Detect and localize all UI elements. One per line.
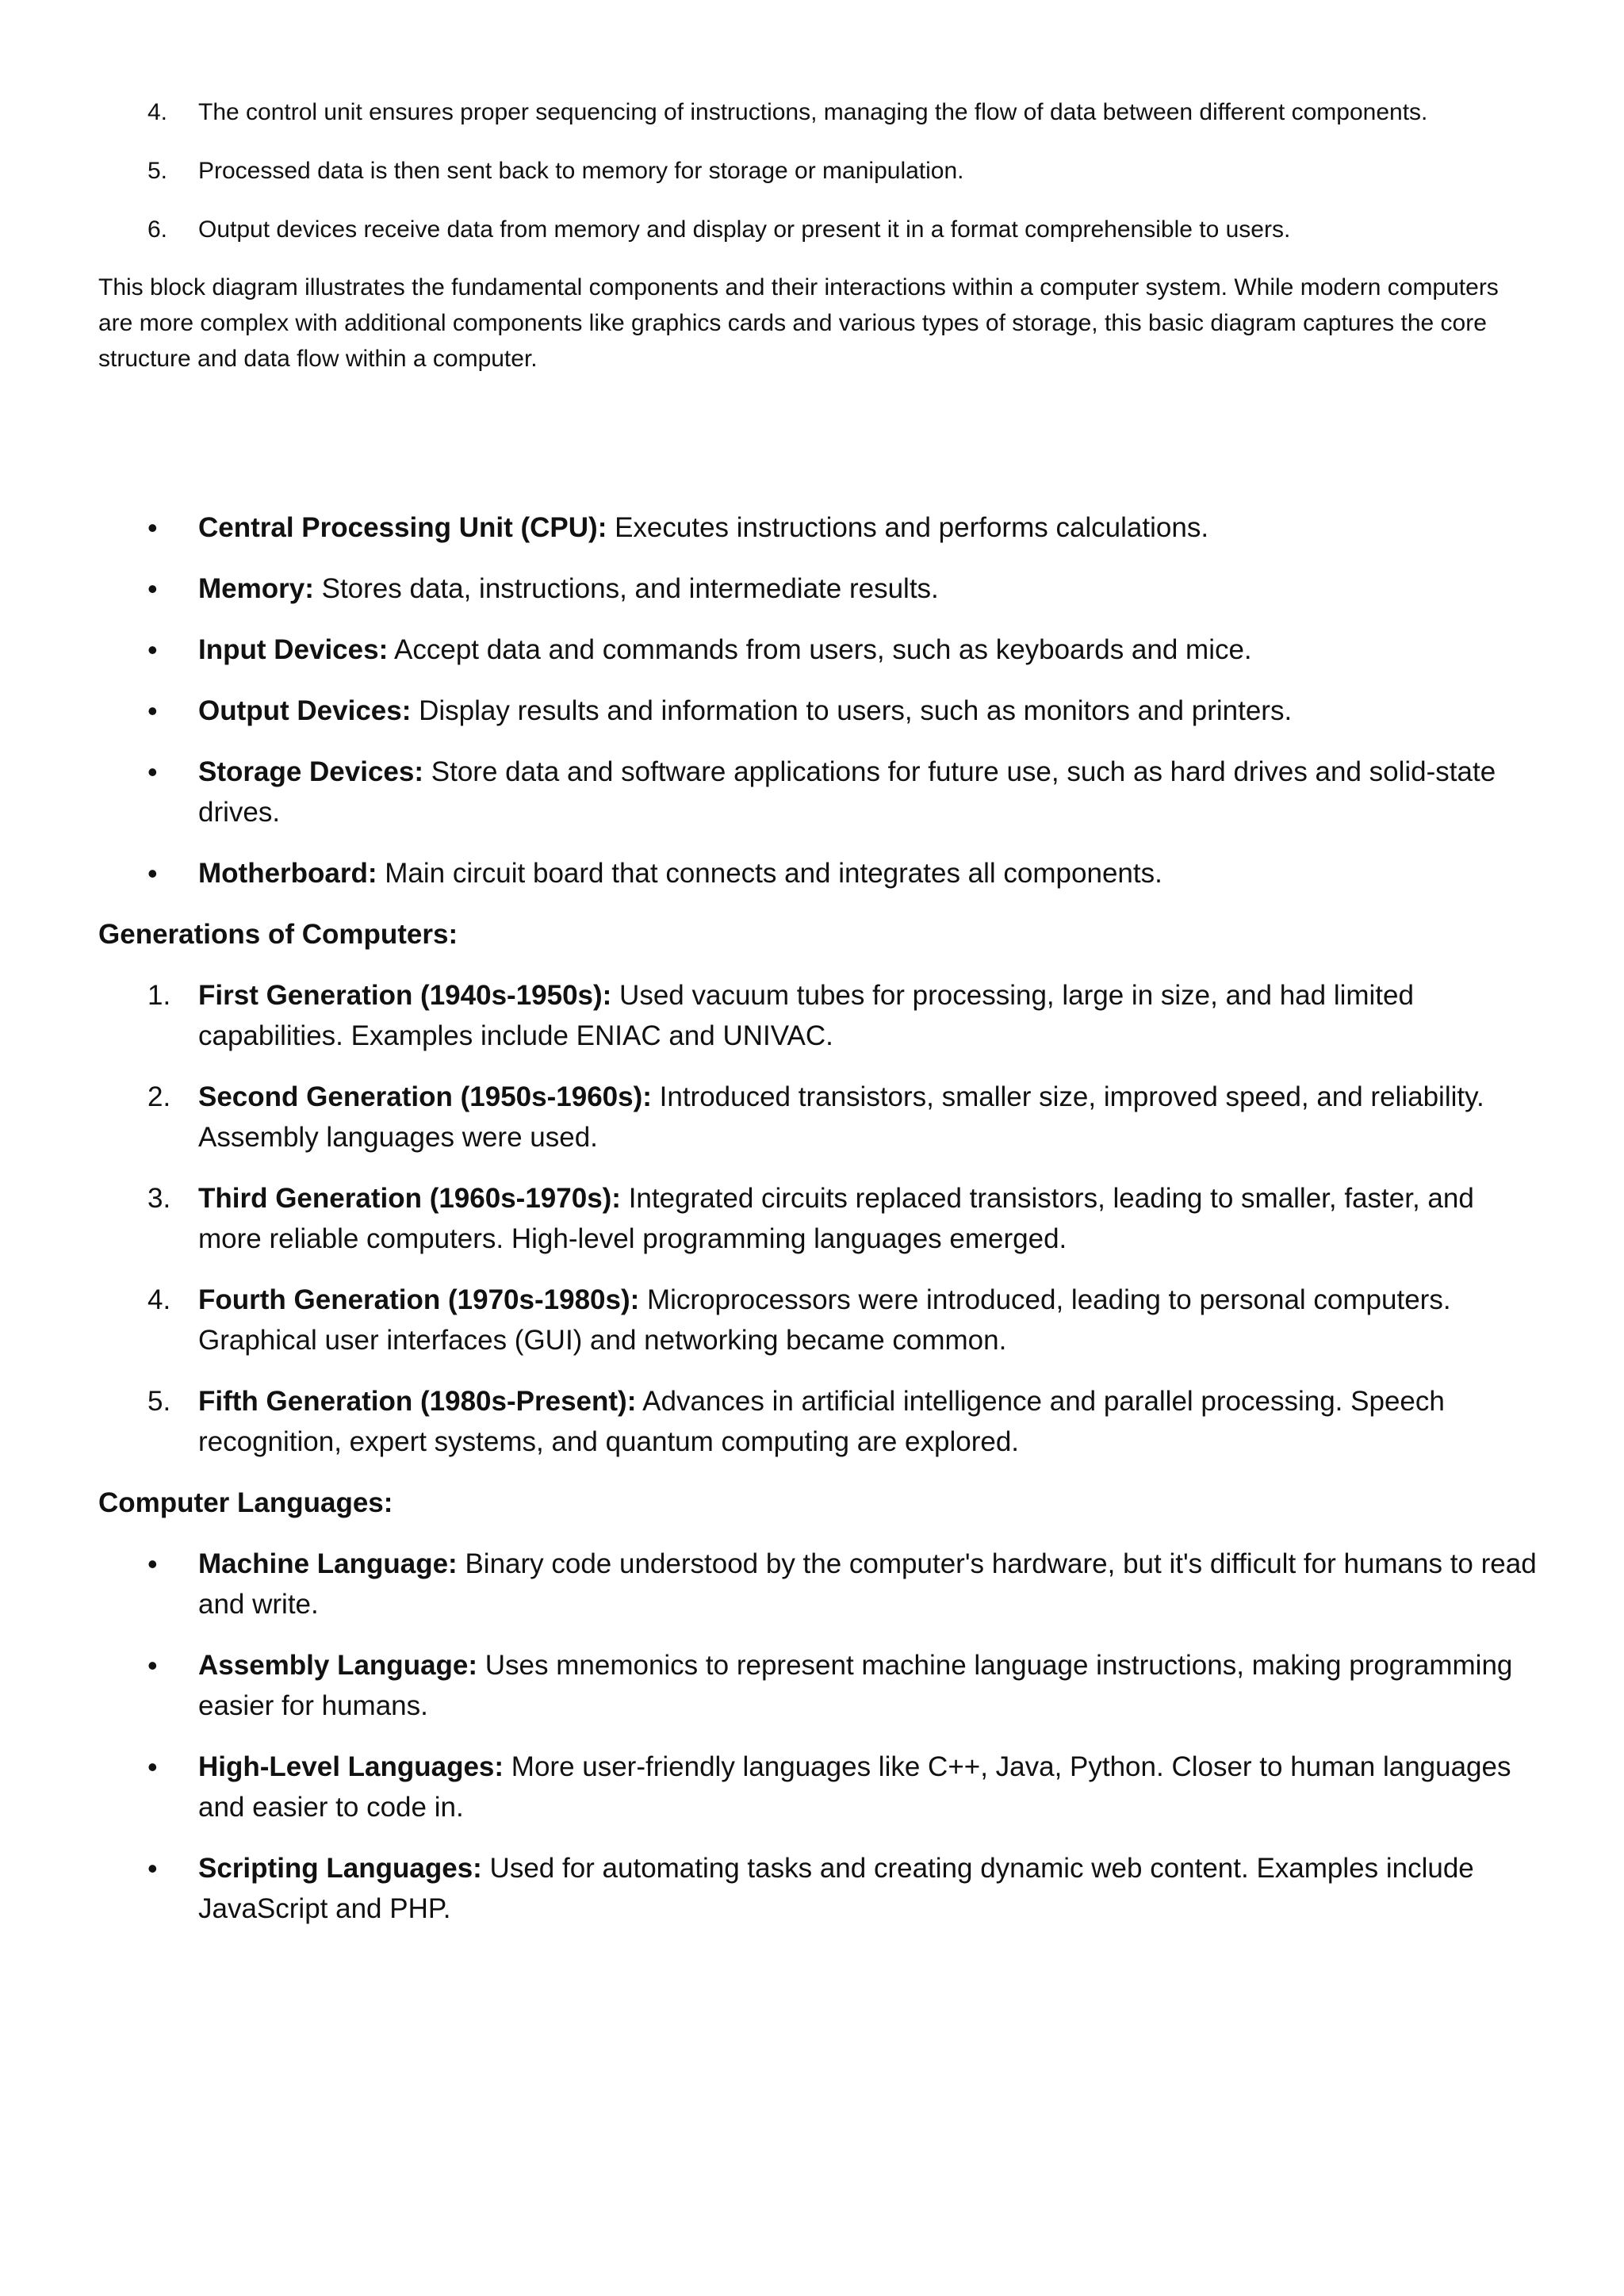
components-list [0, 507, 1624, 894]
list-item-term: Input Devices: [198, 634, 389, 665]
list-item-term: Machine Language: [198, 1548, 458, 1579]
list-item-term: Scripting Languages: [198, 1853, 482, 1884]
list-item-term: Fifth Generation (1980s-Present): [198, 1386, 637, 1417]
section-heading-generations: Generations of Computers: [98, 919, 458, 950]
list-item [0, 629, 1624, 670]
list-item-text: Main circuit board that connects and integrates all components. [377, 858, 1162, 889]
bullet-icon: • [147, 857, 158, 890]
list-number: 4. [147, 99, 168, 125]
list-item-text: Display results and information to users, such as monitors and printers. [411, 695, 1293, 726]
bullet-icon: • [147, 572, 158, 605]
list-number: 6. [147, 216, 168, 243]
list-item [0, 853, 1624, 894]
list-item [0, 154, 1624, 189]
list-item [0, 1280, 1624, 1360]
bullet-icon: • [147, 1548, 158, 1580]
list-item-text: Store data and software applications for future use, such as hard drives and solid-state drives. [198, 756, 1496, 828]
languages-list [0, 1544, 1624, 1929]
list-number: 2. [147, 1081, 171, 1112]
bullet-icon: • [147, 1649, 158, 1682]
list-item [0, 975, 1624, 1056]
list-item [0, 95, 1624, 130]
list-number: 3. [147, 1183, 171, 1214]
bullet-icon: • [147, 695, 158, 727]
list-item-text: Uses mnemonics to represent machine language instructions, making programming easier for humans. [198, 1650, 1513, 1721]
list-item-term: Motherboard: [198, 858, 377, 889]
list-number: 5. [147, 158, 168, 184]
list-item-text: The control unit ensures proper sequencing of instructions, managing the flow of data between different components. [198, 99, 1428, 125]
list-item-text: More user-friendly languages like C++, Java, Python. Closer to human languages and easier to code in. [198, 1751, 1511, 1823]
bullet-icon: • [147, 633, 158, 666]
list-number: 1. [147, 980, 171, 1011]
list-item-term: Fourth Generation (1970s-1980s): [198, 1284, 640, 1315]
list-item-text: Executes instructions and performs calculations. [607, 512, 1209, 543]
list-number: 4. [147, 1284, 171, 1315]
list-item-term: Memory: [198, 573, 314, 604]
list-item [0, 1178, 1624, 1259]
list-item-text: Stores data, instructions, and intermediate results. [313, 573, 939, 604]
bullet-icon: • [147, 1751, 158, 1783]
list-item-term: High-Level Languages: [198, 1751, 504, 1782]
list-item [0, 1645, 1624, 1726]
list-item [0, 1848, 1624, 1929]
list-item [0, 1544, 1624, 1624]
list-number: 5. [147, 1386, 171, 1417]
list-item-text: Binary code understood by the computer's hardware, but it's difficult for humans to read and write. [198, 1548, 1537, 1620]
bullet-icon: • [147, 1852, 158, 1885]
list-item-term: First Generation (1940s-1950s): [198, 980, 612, 1011]
list-item-text: Introduced transistors, smaller size, improved speed, and reliability. Assembly languages were used. [198, 1081, 1484, 1153]
main-content [0, 507, 1624, 1950]
list-item-text: Integrated circuits replaced transistors, leading to smaller, faster, and more reliable computers. High-level programming languages emerged. [198, 1183, 1474, 1254]
list-item [0, 212, 1624, 247]
list-item [0, 691, 1624, 731]
list-item [0, 1077, 1624, 1158]
list-item-text: Accept data and commands from users, such as keyboards and mice. [388, 634, 1252, 665]
list-item-text: Output devices receive data from memory and display or present it in a format comprehensible to users. [198, 216, 1291, 243]
list-item-text: Processed data is then sent back to memory for storage or manipulation. [198, 158, 964, 184]
list-item-term: Third Generation (1960s-1970s): [198, 1183, 621, 1214]
list-item-term: Central Processing Unit (CPU): [198, 512, 607, 543]
list-item [0, 1747, 1624, 1827]
list-item-term: Output Devices: [198, 695, 412, 726]
list-item-text: Used for automating tasks and creating dynamic web content. Examples include JavaScript and PHP. [198, 1853, 1474, 1924]
bullet-icon: • [147, 511, 158, 544]
list-item-term: Storage Devices: [198, 756, 424, 787]
list-item-text: Used vacuum tubes for processing, large in size, and had limited capabilities. Examples include ENIAC and UNIVAC. [198, 980, 1414, 1051]
intro-steps-list [0, 95, 1624, 271]
list-item-text: Microprocessors were introduced, leading to personal computers. Graphical user interfaces (GUI) and networking became common. [198, 1284, 1451, 1356]
generations-list [0, 975, 1624, 1462]
bullet-icon: • [147, 756, 158, 788]
intro-paragraph: This block diagram illustrates the fundamental components and their interactions within a computer system. While modern computers are more complex with additional components like graphics cards and various types of storage, this basic diagram captures the core structure and data flow within a computer. [98, 274, 1499, 372]
list-item-text: Advances in artificial intelligence and parallel processing. Speech recognition, expert systems, and quantum computing are explored. [198, 1386, 1445, 1457]
list-item [0, 1381, 1624, 1462]
list-item-term: Assembly Language: [198, 1650, 478, 1681]
list-item-term: Second Generation (1950s-1960s): [198, 1081, 652, 1112]
list-item [0, 752, 1624, 832]
section-heading-languages: Computer Languages: [98, 1487, 393, 1518]
list-item [0, 568, 1624, 609]
list-item [0, 507, 1624, 548]
